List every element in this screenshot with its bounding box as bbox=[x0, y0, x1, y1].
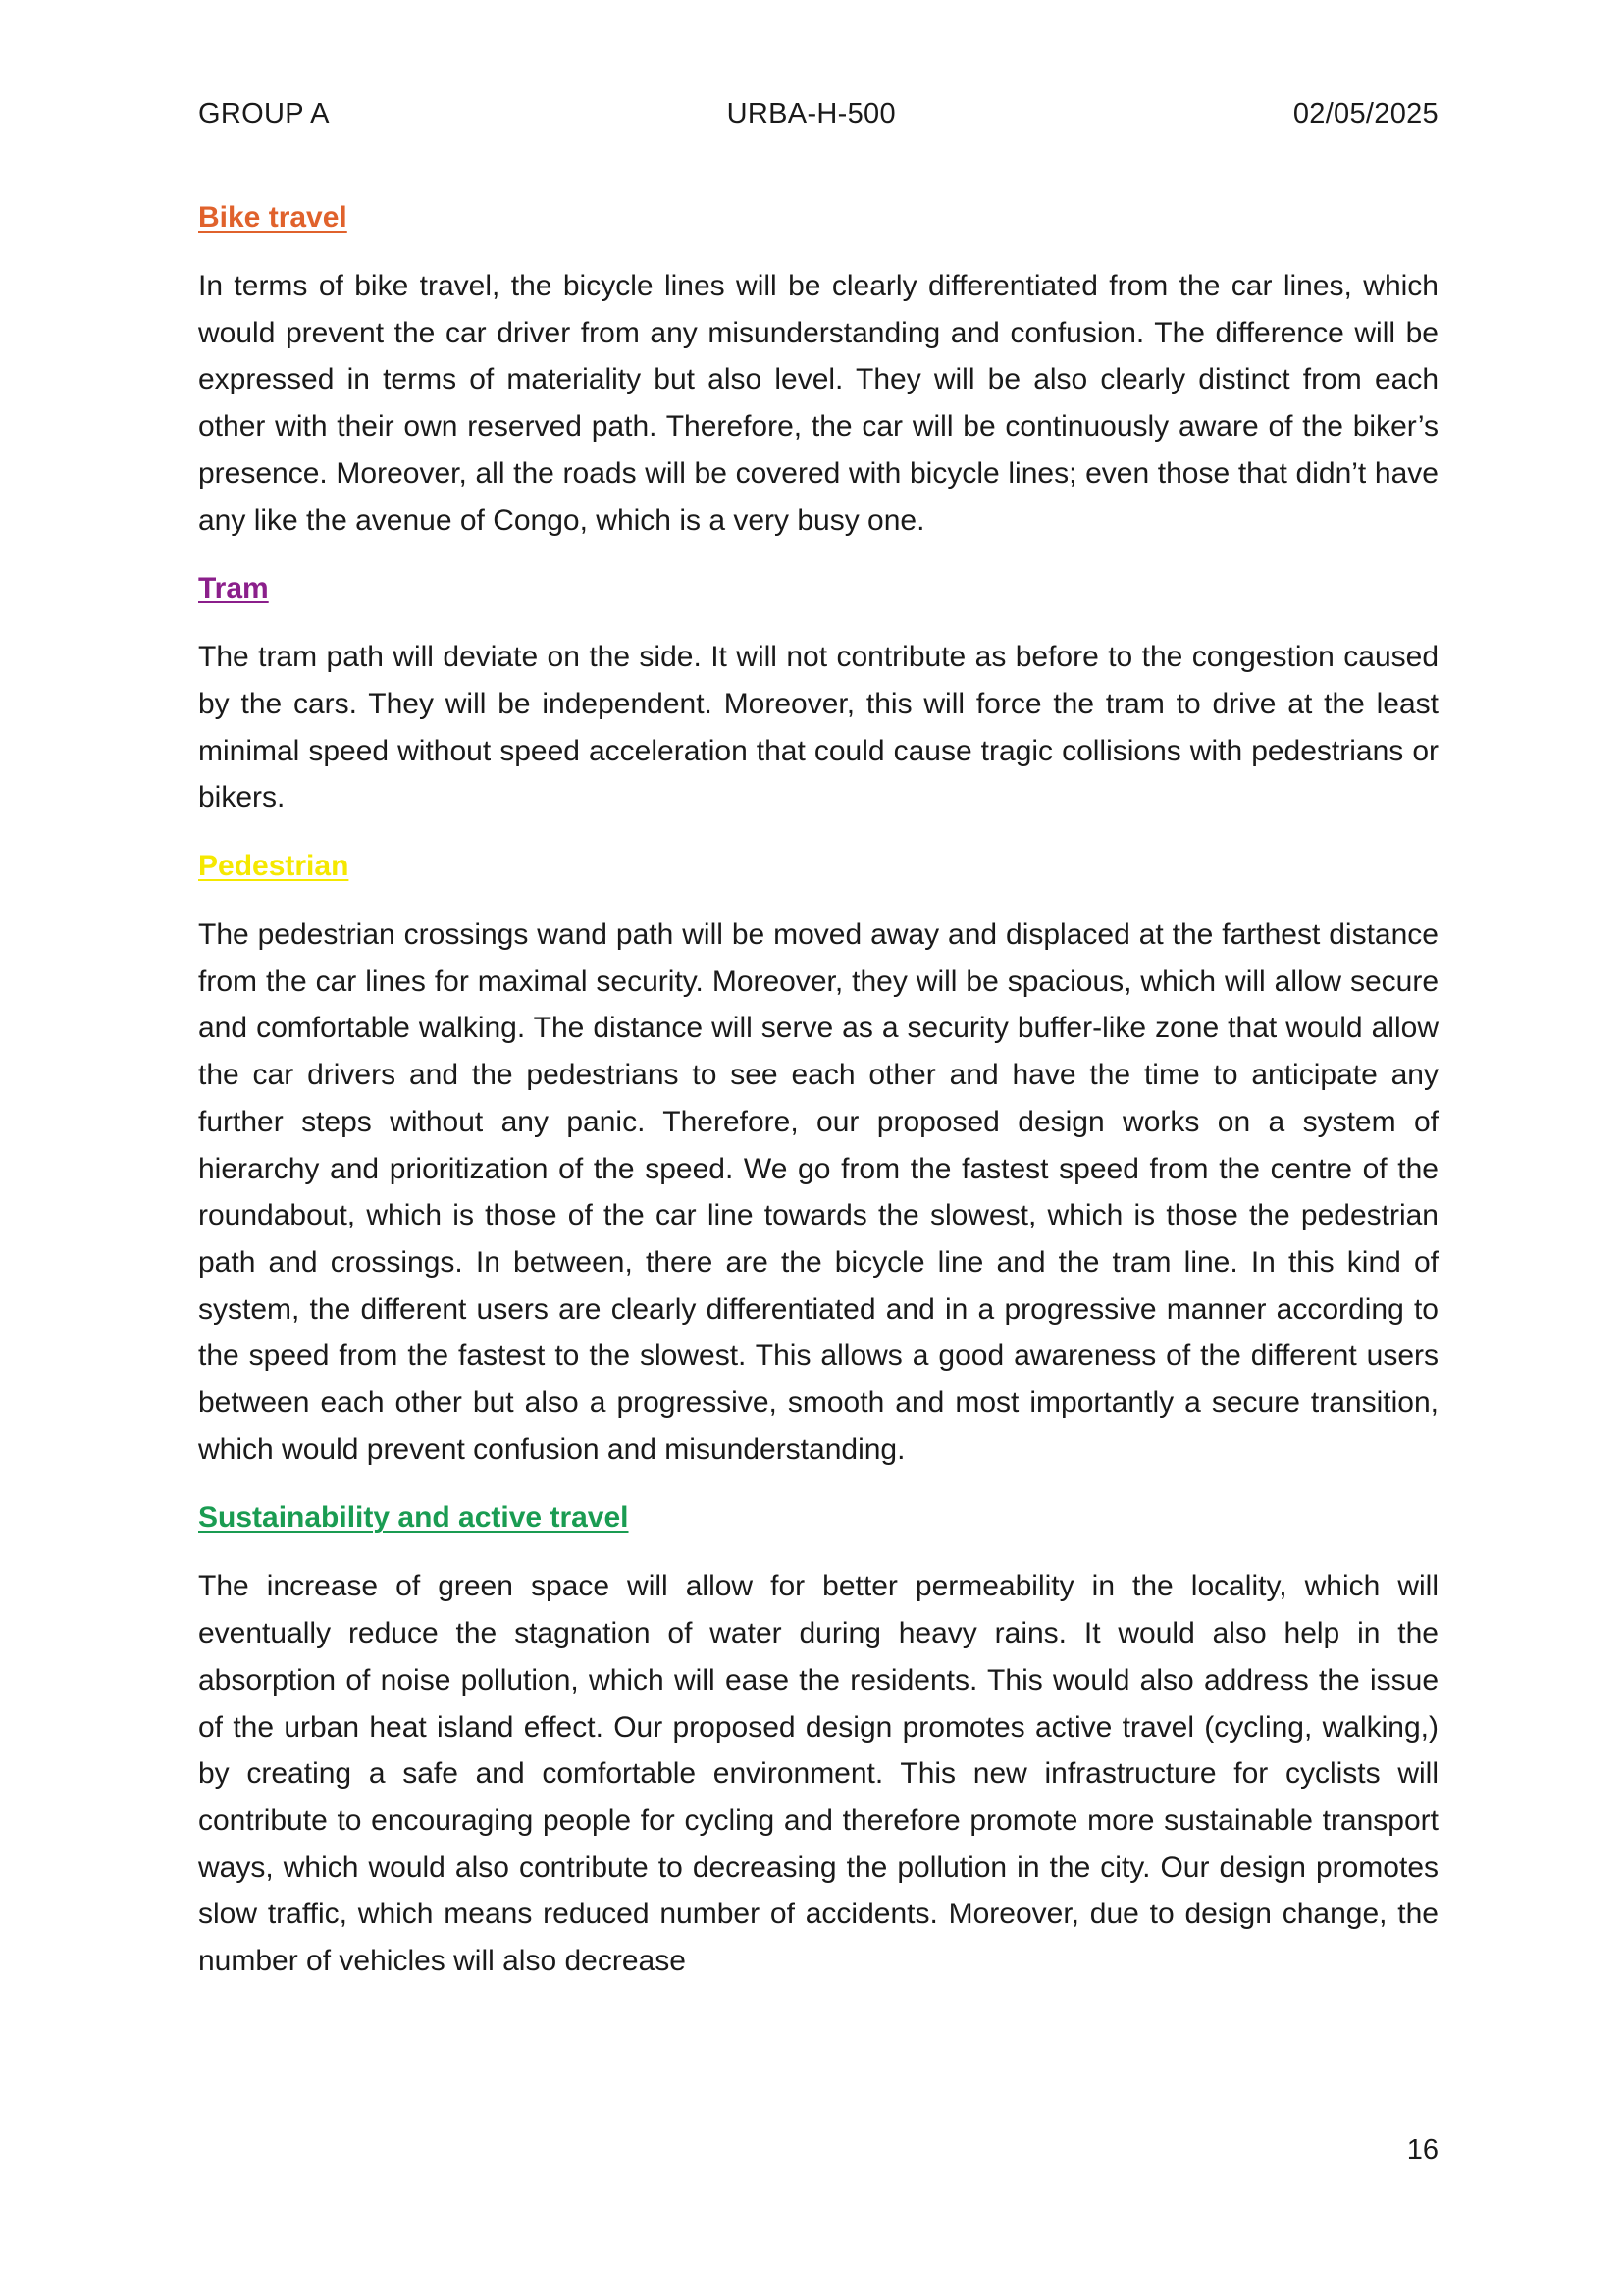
section-sustainability bbox=[198, 1494, 1439, 1984]
header-course-code: URBA-H-500 bbox=[726, 98, 896, 130]
page-number: 16 bbox=[1406, 2134, 1439, 2166]
section-body-pedestrian: The pedestrian crossings wand path will be moved away and displaced at the farthest distance from the car lines for maximal security. Moreover, they will be spacious, which will allow secure and comfortable walking. The distance will serve as a security buffer-like zone that would allow the car drivers and the pedestrians to see each other and have the time to anticipate any further steps without any panic. Therefore, our proposed design works on a system of hierarchy and prioritization of the speed. We go from the fastest speed from the centre of the roundabout, which is those of the car line towards the slowest, which is those the pedestrian path and crossings. In between, there are the bicycle line and the tram line. In this kind of system, the different users are clearly differentiated and in a progressive manner according to the speed from the fastest to the slowest. This allows a good awareness of the different users between each other but also a progressive, smooth and most importantly a secure transition, which would prevent confusion and misunderstanding. bbox=[198, 918, 1439, 1466]
section-heading-sustainability: Sustainability and active travel bbox=[198, 1501, 629, 1535]
section-body-bike-travel: In terms of bike travel, the bicycle lines will be clearly differentiated from the car lines, which would prevent the car driver from any misunderstanding and confusion. The difference will be expressed in terms of materiality but also level. They will be also clearly distinct from each other with their own reserved path. Therefore, the car will be continuously aware of the biker’s presence. Moreover, all the roads will be covered with bicycle lines; even those that didn’t have any like the avenue of Congo, which is a very busy one. bbox=[198, 270, 1439, 537]
section-tram bbox=[198, 565, 1439, 821]
header-date: 02/05/2025 bbox=[1292, 98, 1439, 130]
section-heading-bike-travel: Bike travel bbox=[198, 201, 347, 234]
section-bike-travel bbox=[198, 194, 1439, 544]
section-heading-pedestrian: Pedestrian bbox=[198, 850, 349, 883]
section-body-sustainability: The increase of green space will allow for better permeability in the locality, which will eventually reduce the stagnation of water during heavy rains. It would also help in the absorption of noise pollution, which will ease the residents. This would also address the issue of the urban heat island effect. Our proposed design promotes active travel (cycling, walking,) by creating a safe and comfortable environment. This new infrastructure for cyclists will contribute to encouraging people for cycling and therefore promote more sustainable transport ways, which would also contribute to decreasing the pollution in the city. Our design promotes slow traffic, which means reduced number of accidents. Moreover, due to design change, the number of vehicles will also decrease bbox=[198, 1570, 1439, 1978]
section-heading-tram: Tram bbox=[198, 572, 269, 605]
header-group: GROUP A bbox=[198, 98, 330, 130]
section-body-tram: The tram path will deviate on the side. It will not contribute as before to the congestion caused by the cars. They will be independent. Moreover, this will force the tram to drive at the least minimal speed without speed acceleration that could cause tragic collisions with pedestrians or bikers. bbox=[198, 641, 1439, 814]
document-body bbox=[198, 194, 1439, 2007]
page-header bbox=[198, 98, 1439, 130]
section-pedestrian bbox=[198, 843, 1439, 1473]
